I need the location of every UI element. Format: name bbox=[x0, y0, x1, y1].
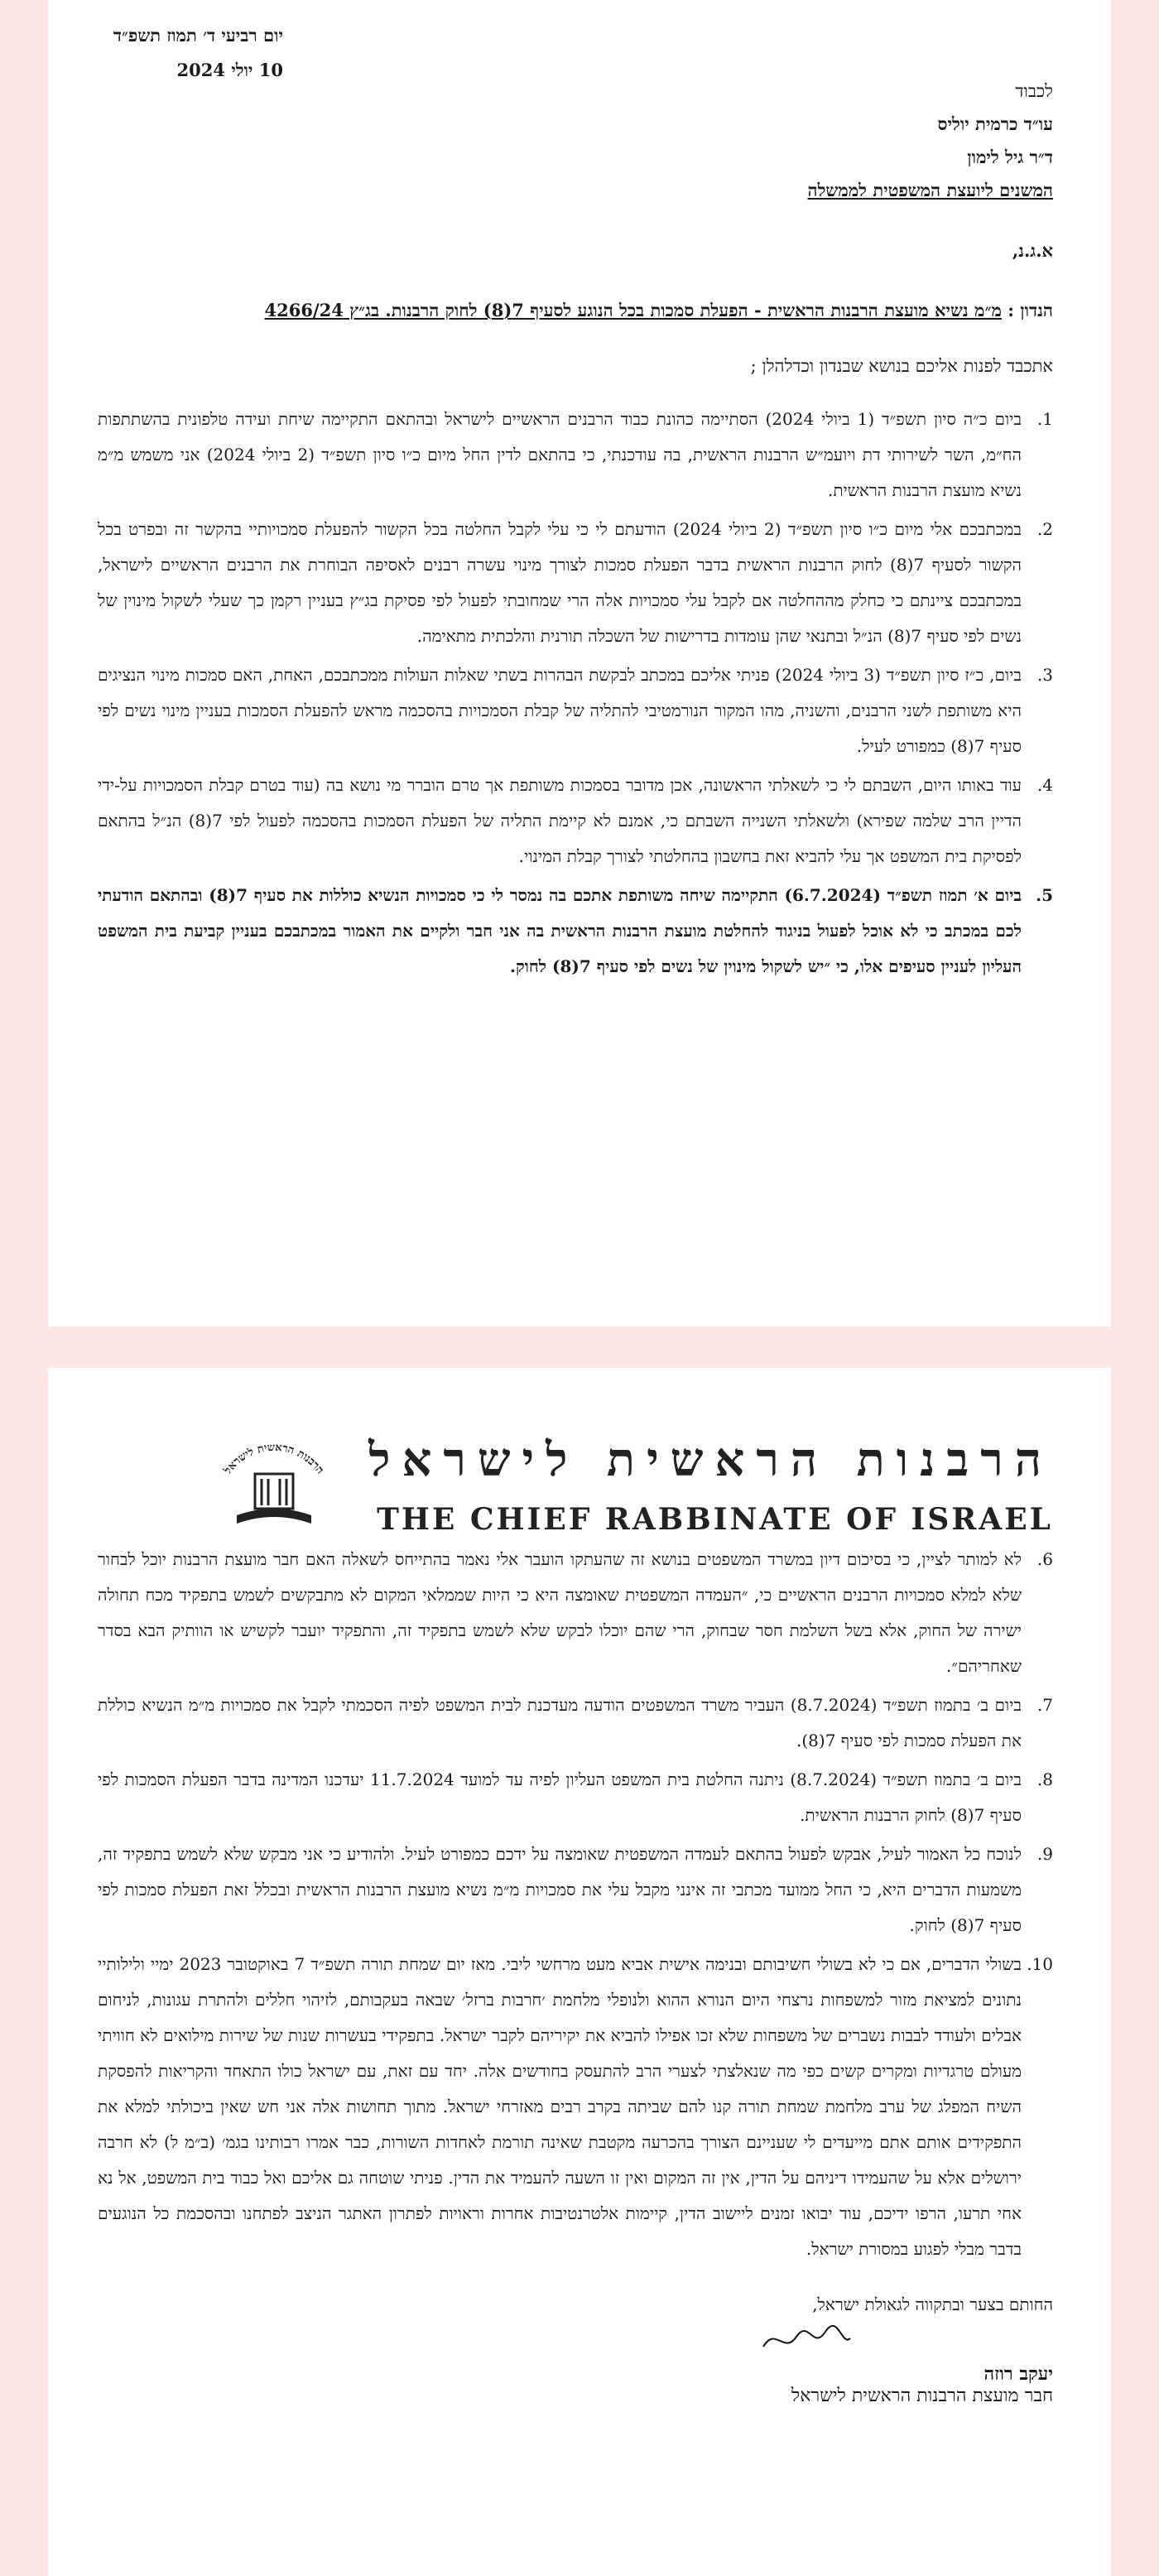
paragraph bbox=[98, 1947, 1053, 2267]
paragraph bbox=[98, 768, 1053, 874]
paragraph bbox=[98, 1542, 1053, 1684]
paragraph bbox=[98, 1688, 1053, 1759]
recipient-1: עו״ד כרמית יוליס bbox=[937, 113, 1053, 134]
paragraph bbox=[98, 402, 1053, 508]
signature-title: חבר מועצת הרבנות הראשית לישראל bbox=[791, 2386, 1053, 2406]
letter-page-1 bbox=[48, 0, 1111, 1327]
recipient-to: לכבוד bbox=[1015, 81, 1053, 101]
letterhead bbox=[98, 1393, 1053, 1537]
paragraph-number: 4. bbox=[1036, 775, 1053, 795]
paragraph bbox=[98, 657, 1053, 764]
signature-name: יעקב רוזה bbox=[983, 2363, 1053, 2385]
paragraph-number: 1. bbox=[1036, 409, 1053, 429]
paragraph-number: 5. bbox=[1036, 885, 1053, 905]
paragraph-list-2 bbox=[98, 1542, 1053, 2267]
letterhead-hebrew: הרבנות הראשית לישראל bbox=[368, 1432, 1053, 1487]
date-hebrew: יום רביעי ד׳ תמוז תשפ״ד bbox=[113, 25, 283, 46]
paragraph-text: ביום כ״ה סיון תשפ״ד (1 ביולי 2024) הסתיימה כהונת כבוד הרבנים הראשיים לישראל ובהתאם התקיימה שיחת ועידה טלפונית בהשתתפות הח״מ, השר לשירותי דת ויועמ״ש הרבנות הראשית, בה עודכנתי, כי בהתאם לדין החל מיום כ״ו סיון תשפ״ד (2 ביולי 2024) אני משמש מ״מ נשיא מועצת הרבנות הראשית. bbox=[98, 409, 1022, 500]
recipients bbox=[98, 75, 1053, 207]
handwritten-signature bbox=[755, 2322, 854, 2360]
letter-page-2 bbox=[48, 1368, 1111, 2576]
date-block bbox=[84, 18, 283, 88]
paragraph-number: 8. bbox=[1036, 1769, 1053, 1789]
letterhead-english: THE CHIEF RABBINATE OF ISRAEL bbox=[377, 1502, 1053, 1537]
paragraph-text: לא למותר לציין, כי בסיכום דיון במשרד המשפטים בנושא זה שהעתקו הועבר אלי נאמר בהתייחס לשאלה האם חבר מועצת הרבנות יוכל לבחור שלא למלא סמכויות הרבנים הראשיים כי, ״העמדה המשפטית שאומצה היא כי היות שממלאי המקום לא מתבקשים לשמש בתפקיד מכח תחולה ישירה של החוק, אלא בשל השלמת חסר שבחוק, הרי שהם יוכלו לבקש שלא לשמש בתפקיד זה, והתפקיד יועבר לקשיש או הוותיק הבא בסדר שאחריהם״. bbox=[98, 1549, 1022, 1676]
subject-text: מ״מ נשיא מועצת הרבנות הראשית - הפעלת סמכות בכל הנוגע לסעיף 7(8) לחוק הרבנות. בג״ץ 4266/24 bbox=[264, 300, 1002, 320]
paragraph-number: 9. bbox=[1036, 1844, 1053, 1864]
paragraph bbox=[98, 878, 1053, 985]
paragraph-text: ביום ב׳ בתמוז תשפ״ד (8.7.2024) העביר משרד המשפטים הודעה מעדכנת לבית המשפט לפיה הסכמתי לקבל את סמכויות מ״מ הנשיא כוללת את הפעלת סמכות לפי סעיף 7(8). bbox=[98, 1695, 1022, 1750]
paragraph-number: 7. bbox=[1036, 1695, 1053, 1715]
greeting: א.ג.נ, bbox=[1012, 240, 1053, 261]
paragraph-text: ביום א׳ תמוז תשפ״ד (6.7.2024) התקיימה שיחה משותפת אתכם בה נמסר לי כי סמכויות הנשיא כוללות את סעיף 7(8) ובהתאם הודעתי לכם במכתב כי לא אוכל לפעול בניגוד להחלטת מועצת הרבנות הראשית בה אני חבר ולקיים את האמור במכתבכם בעניין קביעת בית המשפט העליון לעניין סעיפים אלו, כי ״יש לשקול מינוין של נשים לפי סעיף 7(8) לחוק. bbox=[98, 885, 1022, 976]
subject-line bbox=[98, 295, 1053, 326]
emblem-text: הרבנות הראשית לישראל bbox=[222, 1441, 326, 1477]
paragraph-text: במכתבכם אלי מיום כ״ו סיון תשפ״ד (2 ביולי 2024) הודעתם לי כי עלי לקבל החלטה בכל הקשור להפעלת סמכויותיי בהקשר זה ובפרט בכל הקשור לסעיף 7(8) לחוק הרבנות הראשית בדבר הפעלת סמכות לצורך מינוי עשרה רבנים לאסיפה הבוחרת את הרבנים הראשיים לישראל, במכתבכם ציינתם כי כחלק מההחלטה אם לקבל עלי סמכויות אלה הרי שמחובתי לפעול לפי פסיקת בג״ץ בעניין רקמן כך שעלי לשקול מינוין של נשים לפי סעיף 7(8) הנ״ל ובתנאי שהן עומדות בדרישות של השכלה תורנית והלכתית מתאימה. bbox=[98, 519, 1022, 646]
paragraph-number: 10. bbox=[1027, 1954, 1053, 1974]
paragraph-number: 2. bbox=[1036, 519, 1053, 539]
intro-line: אתכבד לפנות אליכם בנושא שבנדון וכדלהלן ; bbox=[750, 356, 1053, 376]
paragraph-number: 6. bbox=[1036, 1549, 1053, 1569]
date-gregorian: 10 יולי 2024 bbox=[176, 60, 283, 80]
paragraph-text: ביום ב׳ בתמוז תשפ״ד (8.7.2024) ניתנה החלטת בית המשפט העליון לפיה עד למועד 11.7.2024 יעדכנו המדינה בדבר הפעלת הסמכות לפי סעיף 7(8) לחוק הרבנות הראשית. bbox=[98, 1769, 1022, 1825]
paragraph bbox=[98, 1762, 1053, 1833]
paragraph bbox=[98, 512, 1053, 654]
paragraph-text: בשולי הדברים, אם כי לא בשולי חשיבותם ובנימה אישית אביא מעט מרחשי ליבי. מאז יום שמחת תורה תשפ״ד 7 באוקטובר 2023 ימיי ולילותיי נתונים למציאת מזור למשפחות נרצחי היום הנורא ההוא ולנופלי מלחמת ׳חרבות ברזל׳ שבאה בעקבותם, לזיהוי חללים ולהתרת עגונות, לניחום אבלים ולעודד לבבות נשברים של משפחות שלא זכו אפילו להביא את יקיריהם לקבר ישראל. בתפקידי בעשרות שנות של שירות מילואים לא חוויתי מעולם טרגדיות ומקרים קשים כפי מה שנאלצתי לצערי הרב להתעסק בחודשים אלה. יחד עם זאת, עם ישראל כולו התאחד והקריאות להפסקת השיח המפלג של ערב מלחמת שמחת תורה קנו להם שביתה בקרב רבים מאזרחי ישראל. מתוך תחושות אלה אני חש שאין ביכולתי למלא את התפקידים אותם אתם מייעדים לי שעניינם הצורך בהכרעה מקטבת שאינה תורמת לאחדות השורות, כבר אמרו רבותינו בגמ׳ (ב״מ ל) לא חרבה ירושלים אלא על שהעמידו דיניהם על הדין, אין זה המקום ואין זו השעה להעמיד את הדין. פניתי שוטחה גם אליכם ואל כבוד בית המשפט, אל נא אחי תרעו, הרפו ידיכם, עוד יבואו זמנים ליישוב הדין, קיימות אלטרנטיבות אחרות וראויות לפתרון האתגר הניצב לפתחנו ובהסכמת כל הנוגעים בדבר מבלי לפגוע במסורת ישראל. bbox=[98, 1954, 1022, 2259]
paragraph-list bbox=[98, 402, 1053, 985]
paragraph bbox=[98, 1837, 1053, 1943]
paragraph-text: לנוכח כל האמור לעיל, אבקש לפעול בהתאם לעמדה המשפטית שאומצה על ידכם כמפורט לעיל. ולהודיע כי אני מבקש שלא לשמש בתפקיד זה, משמעות הדברים היא, כי החל ממועד מכתבי זה אינני מקבל עלי את סמכויות מ״מ נשיא מועצת הרבנות הראשית ובכלל זאת הפעלת סמכות לפי סעיף 7(8) לחוק. bbox=[98, 1844, 1022, 1935]
svg-text:הרבנות הראשית לישראל bbox=[222, 1442, 326, 1477]
subject-label: הנדון : bbox=[1008, 300, 1053, 320]
paragraph-text: עוד באותו היום, השבתם לי כי לשאלתי הראשונה, אכן מדובר בסמכות משותפת אך טרם הוברר מי נושא בה (עוד בטרם קבלת הסמכויות על-ידי הדיין הרב שלמה שפירא) ולשאלתי השנייה השבתם כי, אמנם לא קיימת התליה של הפעלת הסמכות בהסכמה לפעול לפי 7(8) הנ״ל בהתאם לפסיקת בית המשפט אך עלי להביא זאת בחשבון בהחלטתי לצורך קבלת המינוי. bbox=[98, 775, 1022, 866]
recipient-2: ד״ר גיל לימון bbox=[967, 147, 1053, 167]
paragraph-text: ביום, כ״ז סיון תשפ״ד (3 ביולי 2024) פניתי אליכם במכתב לבקשת הבהרות בשתי שאלות העולות ממכתבכם, האחת, האם סמכות מינוי הנציגים היא משותפת לשני הרבנים, והשניה, מהו המקור הנורמטיבי להתליה של קבלת הסמכויות בהסכמה מראש להפעלת הסמכות בעניין מינוי נשים לפי סעיף 7(8) כמפורט לעיל. bbox=[98, 665, 1022, 756]
recipient-3: המשנים ליועצת המשפטית לממשלה bbox=[807, 180, 1053, 200]
closing-line: החותם בצער ובתקווה לגאולת ישראל, bbox=[812, 2294, 1053, 2314]
rabbinate-emblem-icon bbox=[204, 1426, 344, 1542]
paragraph-number: 3. bbox=[1036, 665, 1053, 685]
